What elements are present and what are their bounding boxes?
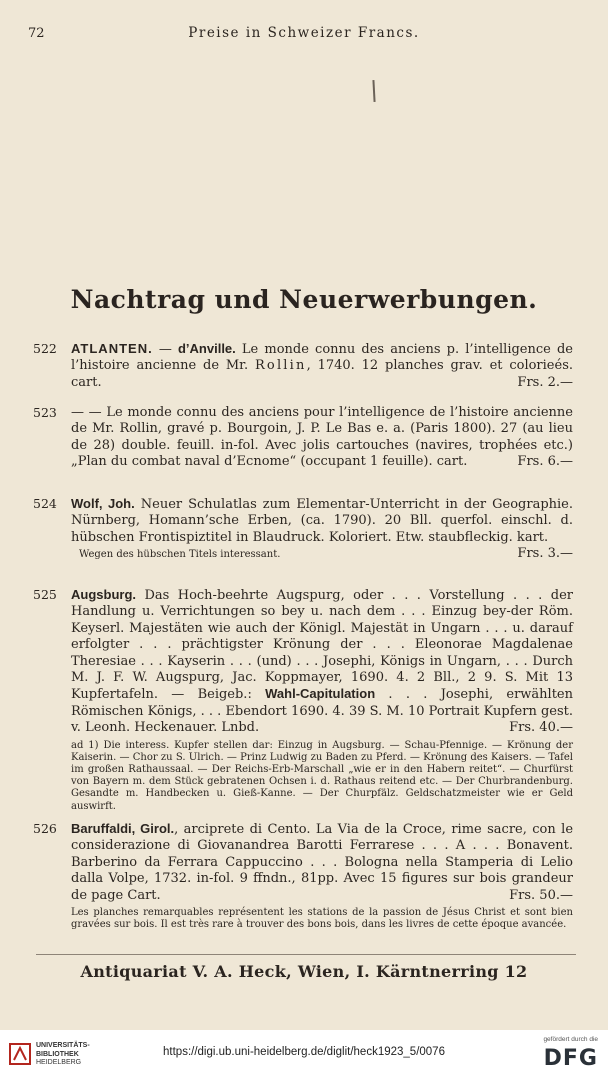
pencil-mark	[372, 80, 375, 102]
entry-author: Wolf, Joh.	[71, 496, 135, 511]
entry-number: 526	[33, 821, 57, 836]
entry-text: , arciprete di Cento. La Via de la Croce, rime sacre, con le considerazione di Giovanandrea Barotti Ferrarese . . . A . . . Bonavent. Barberino da Ferrara Cappuccino . . . Bologna nella Stamperia di Lelio dalla Volpe, 1732. in-fol. 9 ffndn., 81pp. Avec 15 figures sur bois grandeur de page Cart.	[71, 822, 574, 903]
entry-price: Frs. 50.—	[509, 887, 573, 903]
document-url-link[interactable]: https://digi.ub.uni-heidelberg.de/diglit/heck1923_5/0076	[163, 1046, 445, 1058]
viewer-bottom-bar	[0, 1030, 608, 1078]
entry-author: ATLANTEN.	[71, 341, 153, 356]
entry-text-cont: , 1740. 12 planches grav. et colorieés. cart.	[71, 358, 573, 390]
entry-author: Augsburg.	[71, 587, 136, 602]
entry-number: 523	[33, 405, 57, 420]
entry-text: Das Hoch-beehrte Augspurg, oder . . . Vorstellung . . . der Handlung u. Verrichtungen so bey u. nach dem . . . Einzug bey-der Röm. Keyserl. Majestäten wie auch der Königl. Majestät in Ungarn . . . u. darauf erfolgter . . . prächtigster Krönung der . . . Eleonorae Magdalenae Theresiae . . . Kayserin . . . (und) . . . Josephi, Königs in Ungarn, . . . Durch M. J. F. W. Augspurg, Jac. Koppmayer, 1690. 4. 2 Bll., 2 9. S. Mit 13 Kupfertafeln. — Beigeb.:	[71, 588, 573, 703]
entry-author: Baruffaldi, Girol.	[71, 821, 175, 836]
entry-text: — — Le monde connu des anciens pour l’intelligence de l’histoire ancienne de Mr. Rollin, gravé p. Bourgoin, J. P. Le Bas e. a. (Paris 1800). 27 (au lieu de 28) double. feuill. in-fol. Avec jolis cartouches (navires, trophées etc.) „Plan du combat naval d’Ecnome“ (occupant 1 feuille). cart.	[71, 405, 573, 470]
entry-price: Frs. 2.—	[517, 374, 573, 390]
catalog-entry-522	[33, 341, 573, 391]
entry-note: ad 1) Die interess. Kupfer stellen dar: Einzug in Augsburg. — Schau-Pfennige. — Krönung der Kaiserin. — Chor zu S. Ulrich. — Prinz Ludwig zu Baden zu Pferd. — Krönung des Kaisers. — Tafel im großen Rathaussaal. — Der Reichs-Erb-Marschall „wie er in den Habern reitet“. — Churfürst von Bayern m. dem Stück gebratenen Ochsen i. d. Rathaus reitend etc. — Der Churbrandenburg. Gesandte m. Handbecken u. Gieß-Kanne. — Der Churpfälz. Geldschatzmeister wie er Geld auswirft.	[71, 739, 573, 812]
entry-author-2: Wahl-Capitulation	[265, 686, 376, 702]
catalog-entry-524	[33, 496, 573, 563]
entry-body	[71, 341, 573, 391]
entry-spaced-name: Rollin	[254, 358, 307, 374]
entry-dash: —	[152, 342, 178, 357]
entry-price: Frs. 40.—	[509, 720, 573, 736]
entry-body	[71, 405, 573, 471]
entry-number: 522	[33, 341, 57, 356]
entry-subauthor: d’Anville.	[177, 341, 236, 356]
dfg-logo[interactable]: DFG	[543, 1046, 598, 1071]
funding-note: gefördert durch die	[543, 1036, 598, 1043]
entry-note: Les planches remarquables représentent les stations de la passion de Jésus Christ et sont bien gravées sur bois. Il est très rare à trouver des bons bois, dans les livres de cette époque avancée.	[71, 907, 573, 931]
entry-price: Frs. 3.—	[517, 546, 573, 562]
entry-text: Neuer Schulatlas zum Elementar-Unterricht in der Geographie. Nürnberg, Homann’sche Erben, (ca. 1790). 20 Bll. querfol. einschl. d. hübschen Frontispiztitel in Blaudruck. Koloriert. Etw. staubfleckig. kart.	[71, 497, 573, 545]
entry-note: Wegen des hübschen Titels interessant.	[79, 549, 281, 561]
entry-body	[71, 821, 573, 904]
catalog-entry-525	[33, 587, 573, 813]
entry-text-cont: . . . Josephi, erwählten Römischen Königs, . . . Ebendort 1690. 4. 39 S. M. 10 Portrait Kupfern gest. v. Leonh. Heckenauer. Lnbd.	[71, 687, 573, 736]
entry-number: 524	[33, 496, 57, 511]
entry-text: Le monde connu des anciens p. l’intelligence de l’histoire ancienne de Mr.	[71, 342, 573, 374]
catalog-entry-526	[33, 821, 573, 931]
catalog-entry-523	[33, 405, 573, 471]
running-title: Preise in Schweizer Francs.	[188, 25, 420, 41]
institution-name: UNIVERSITÄTS- BIBLIOTHEK HEIDELBERG	[36, 1042, 90, 1066]
footer-divider	[36, 954, 576, 955]
entry-number: 525	[33, 587, 57, 602]
section-title: Nachtrag und Neuerwerbungen.	[70, 285, 538, 314]
footer-advertisement: Antiquariat V. A. Heck, Wien, I. Kärntnerring 12	[80, 962, 528, 981]
page-number: 72	[28, 26, 45, 41]
entry-body	[71, 587, 573, 737]
entry-price: Frs. 6.—	[517, 454, 573, 470]
